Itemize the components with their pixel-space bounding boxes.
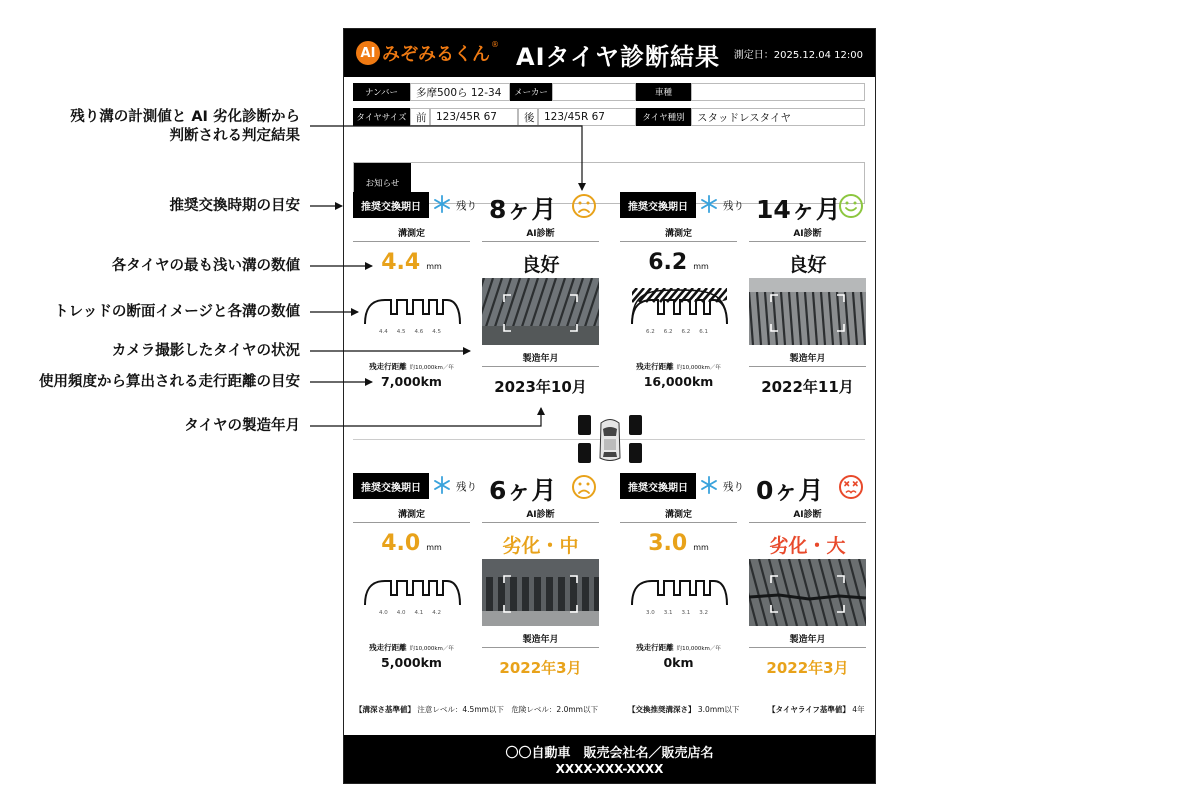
groove-column [353,228,470,389]
tire-type-label: タイヤ種別 [636,108,691,126]
tread-section-diagram [361,288,464,348]
sad-face-icon [571,474,597,500]
groove-values [646,329,708,335]
manufactured-heading: 製造年月 [482,634,599,648]
report-title: AIタイヤ診断結果 [516,43,721,71]
groove-value: 4.2 [432,610,441,616]
number-label: ナンバー [353,83,410,101]
distance-value: 0km [663,655,694,670]
annotation-shallowest-groove: 各タイヤの最も浅い溝の数値 [111,258,300,274]
recommend-row [353,471,600,505]
ai-column [482,509,599,677]
info-row-vehicle [353,83,865,101]
groove-heading: 溝測定 [620,509,737,523]
distance-value: 16,000km [643,374,714,389]
ai-heading: AI診断 [482,228,599,242]
remaining-months: 8ヶ月 [489,195,557,224]
tire-photo [482,278,599,345]
ai-column [749,509,866,677]
remaining-months: 14ヶ月 [756,195,841,224]
manufactured-value: 2022年3月 [766,659,849,677]
groove-column [353,509,470,670]
notice-label: お知らせ [354,163,411,203]
maker-value [552,83,636,101]
tire-photo [749,278,866,345]
sad-face-icon [571,193,597,219]
groove-value: 4.5 [432,329,441,335]
recommend-row [620,471,867,505]
groove-value: 4.5 [396,329,406,335]
model-label: 車種 [636,83,691,101]
groove-heading: 溝測定 [353,228,470,242]
groove-heading: 溝測定 [620,228,737,242]
replace-standard-value: 3.0mm以下 [697,705,740,714]
groove-depth-value: 6.2 [648,250,688,275]
shallowest-groove [353,531,470,556]
groove-heading: 溝測定 [353,509,470,523]
ai-result: 良好 [788,254,827,276]
remaining-label: 残り [456,200,477,212]
tire-panel-rear-right [620,471,867,718]
distance-basis: 約10,000km／年 [409,365,454,371]
distance-basis: 約10,000km／年 [409,646,454,652]
remaining-label: 残り [723,481,744,493]
snowflake-icon [700,476,718,494]
maker-label: メーカー [510,83,552,101]
depth-standard-label: 【溝深さ基準値】 [355,705,415,714]
groove-depth-value: 4.4 [381,250,421,275]
groove-unit: mm [693,262,709,271]
groove-value: 3.0 [646,610,655,616]
model-value [691,83,865,101]
groove-value: 6.1 [699,329,708,335]
groove-column [620,228,737,389]
snowflake-icon [700,195,718,213]
groove-depth-value: 3.0 [648,531,688,556]
ai-heading: AI診断 [749,228,866,242]
remaining-months: 0ヶ月 [756,476,824,505]
distance-value: 5,000km [381,655,442,670]
groove-values [646,610,708,616]
report-sheet [343,28,876,784]
car-top-icon [578,415,642,465]
happy-face-icon [838,193,864,219]
life-standard-label: 【タイヤライフ基準値】 [768,705,850,714]
annotation-manufactured: タイヤの製造年月 [184,418,300,434]
rear-label: 後 [518,108,538,126]
ai-heading: AI診断 [482,509,599,523]
groove-value: 4.1 [414,610,424,616]
groove-unit: mm [693,543,709,552]
rear-size-value: 123/45R 67 [538,108,636,126]
shallowest-groove [620,250,737,275]
groove-unit: mm [426,543,442,552]
tire-type-value: スタッドレスタイヤ [691,108,865,126]
snowflake-icon [433,476,451,494]
life-standard [768,704,865,715]
tread-section-diagram [361,569,464,629]
tread-section-diagram [628,569,731,629]
tire-photo [749,559,866,626]
distance-basis: 約10,000km／年 [676,646,721,652]
groove-value: 3.1 [681,610,691,616]
ai-column [749,228,866,396]
dizzy-face-icon [838,474,864,500]
dealer-phone: XXXX-XXX-XXXX [555,762,664,776]
remaining-months: 6ヶ月 [489,476,557,505]
annotation-tread-section: トレッドの断面イメージと各溝の数値 [54,304,300,320]
logo [356,40,499,66]
manufactured-heading: 製造年月 [482,353,599,367]
groove-column [620,509,737,670]
number-value: 多摩500ら 12-34 [410,83,510,101]
measure-date: 測定日：2025.12.04 12:00 [733,50,863,61]
groove-value: 3.2 [699,610,708,616]
tire-photo [482,559,599,626]
distance-label: 残走行距離 約10,000km／年 [369,643,454,652]
annotation-judgement: 残り溝の計測値と AI 劣化診断から 判断される判定結果 [70,109,300,144]
tire-size-label: タイヤサイズ [353,108,410,126]
distance-label: 残走行距離 約10,000km／年 [369,362,454,371]
ai-result: 良好 [521,254,560,276]
info-row-tire [353,108,865,126]
distance-value: 7,000km [381,374,442,389]
groove-values [379,610,441,616]
manufactured-heading-wrap [482,634,599,648]
replace-standard [628,704,739,715]
ai-heading: AI診断 [749,509,866,523]
annotation-distance: 使用頻度から算出される走行距離の目安 [39,374,300,390]
distance-basis: 約10,000km／年 [676,365,721,371]
recommend-label: 推奨交換期日 [353,192,429,218]
report-header [344,29,875,77]
groove-value: 4.0 [379,610,388,616]
ai-result: 劣化・大 [769,535,846,557]
manufactured-value: 2023年10月 [494,378,587,396]
snowflake-icon [433,195,451,213]
manufactured-heading: 製造年月 [749,634,866,648]
recommend-label: 推奨交換期日 [620,192,696,218]
distance-label: 残走行距離 約10,000km／年 [636,643,721,652]
groove-value: 4.6 [414,329,424,335]
replace-standard-label: 【交換推奨溝深さ】 [628,705,696,714]
front-size-value: 123/45R 67 [430,108,518,126]
recommend-row [620,190,867,224]
groove-unit: mm [426,262,442,271]
groove-values [379,329,441,335]
groove-value: 6.2 [663,329,673,335]
recommend-row [353,190,600,224]
depth-standard-value: 注意レベル：4.5mm以下 危険レベル：2.0mm以下 [417,705,598,714]
tire-panel-front-right [620,190,867,437]
remaining-label: 残り [723,200,744,212]
report-footer [344,735,875,783]
depth-standard [355,704,598,715]
shallowest-groove [353,250,470,275]
annotation-camera-photo: カメラ撮影したタイヤの状況 [111,343,300,359]
ai-column [482,228,599,396]
recommend-label: 推奨交換期日 [620,473,696,499]
logo-ai-mark: AI [356,41,380,65]
recommend-label: 推奨交換期日 [353,473,429,499]
groove-depth-value: 4.0 [381,531,421,556]
manufactured-heading-wrap [749,353,866,367]
tire-panel-front-left [353,190,600,437]
groove-value: 4.4 [379,329,388,335]
manufactured-value: 2022年11月 [761,378,854,396]
groove-value: 4.0 [396,610,406,616]
logo-text: みぞみるくん [382,44,490,65]
ai-result: 劣化・中 [502,535,579,557]
distance-label: 残走行距離 約10,000km／年 [636,362,721,371]
front-label: 前 [410,108,430,126]
tire-panel-rear-left [353,471,600,718]
groove-value: 6.2 [681,329,691,335]
manufactured-value: 2022年3月 [499,659,582,677]
shallowest-groove [620,531,737,556]
groove-value: 3.1 [663,610,673,616]
logo-registered: ® [491,40,499,49]
life-standard-value: 4年 [852,705,865,714]
manufactured-heading-wrap [749,634,866,648]
manufactured-heading: 製造年月 [749,353,866,367]
dealer-name: 〇〇自動車 販売会社名／販売店名 [505,746,714,761]
remaining-label: 残り [456,481,477,493]
manufactured-heading-wrap [482,353,599,367]
annotation-recommend-period: 推奨交換時期の目安 [169,198,300,214]
groove-value: 6.2 [646,329,655,335]
tread-section-diagram [628,288,731,348]
